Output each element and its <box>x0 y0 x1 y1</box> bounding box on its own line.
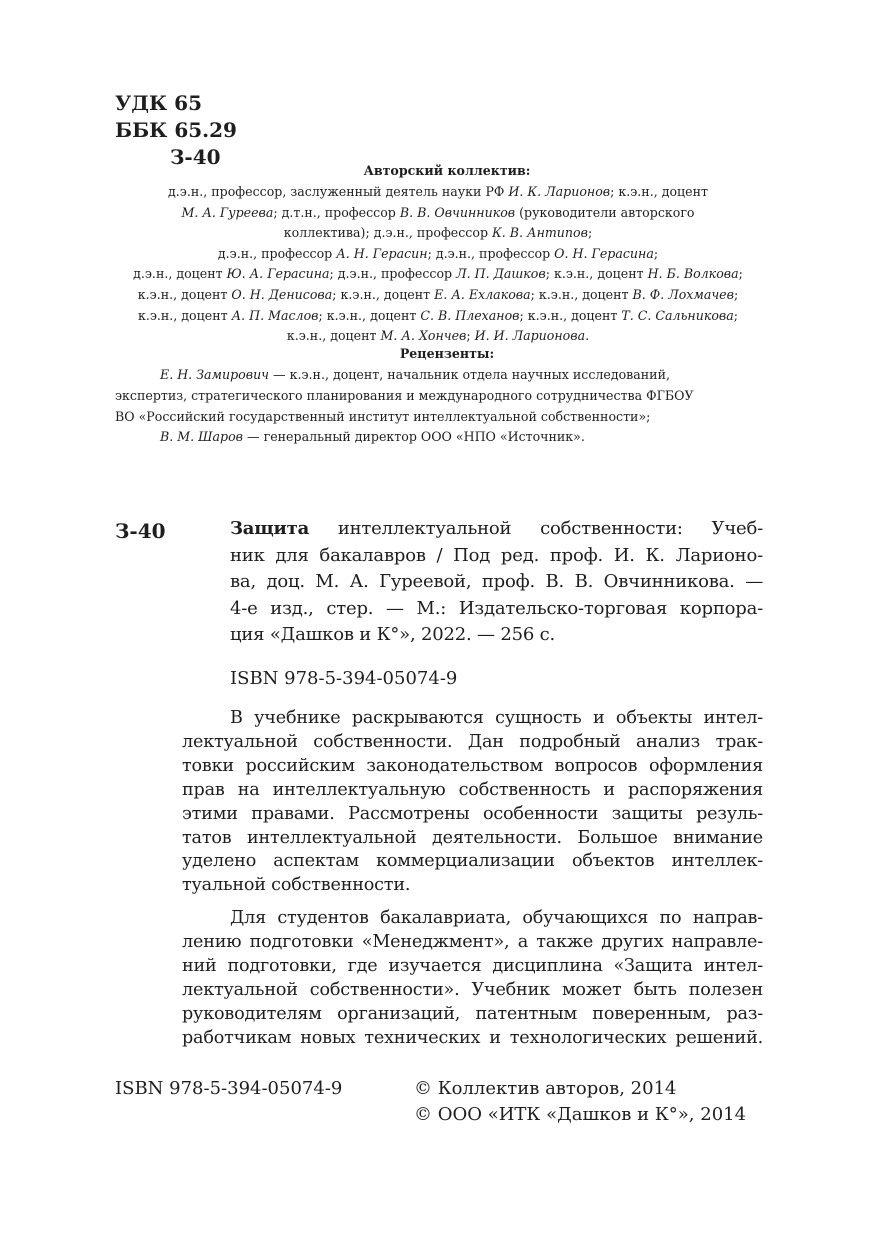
person-name: Н. Б. Волкова <box>647 266 739 282</box>
paragraph-line: уделено аспектам коммерциализации объектов интеллек- <box>182 851 763 872</box>
credit-text: ; <box>738 266 743 282</box>
credit-text: . <box>585 328 590 344</box>
person-name: Л. П. Дашков <box>456 266 546 282</box>
credit-text: ; д.э.н., профессор <box>427 245 555 261</box>
credit-text: коллектива); д.э.н., профессор <box>283 225 493 241</box>
credit-text: ; к.э.н., доцент <box>519 307 622 323</box>
person-name: Е. Н. Замирович <box>160 367 270 382</box>
paragraph-line: этими правами. Рассмотрены особенности защиты резуль- <box>182 803 763 824</box>
credit-text: ; <box>653 245 659 261</box>
credit-text: к.э.н., доцент <box>137 287 232 302</box>
paragraph-line: работчикам новых технических и технологических решений. <box>182 1027 763 1048</box>
paragraph-line: лектуальной собственности. Дан подробный анализ трак- <box>182 731 763 752</box>
paragraph-line: руководителям организаций, патентным поверенным, раз- <box>182 1003 763 1024</box>
credit-text: д.э.н., профессор, заслуженный деятель науки РФ <box>168 184 509 199</box>
paragraph-line: прав на интеллектуальную собственность и распоряжения <box>182 779 763 800</box>
credit-line <box>115 407 763 428</box>
person-name: В. Ф. Лохмачев <box>632 287 734 302</box>
credit-text: ; к.э.н., доцент <box>610 184 708 199</box>
person-name: А. Н. Герасин <box>336 245 428 261</box>
person-name: А. П. Маслов <box>231 307 319 323</box>
reviewers-heading: Рецензенты: <box>399 346 495 361</box>
credit-line <box>160 365 763 386</box>
credit-text: ; к.э.н., доцент <box>332 287 435 302</box>
person-name: В. В. Овчинников <box>399 204 516 220</box>
abstract-paragraph-2 <box>182 907 763 1050</box>
person-name: В. М. Шаров <box>160 429 244 445</box>
person-name: Ю. А. Герасина <box>226 266 330 282</box>
credit-text: (руководители авторского <box>515 204 695 220</box>
credit-text: ; <box>733 287 739 302</box>
person-name: О. Н. Денисова <box>231 287 333 302</box>
book-title-bold: Защита <box>230 518 310 539</box>
person-name: И. К. Ларионов <box>508 184 611 199</box>
credit-line <box>160 427 763 448</box>
paragraph-line: туальной собственности. <box>182 875 411 896</box>
paragraph-line: лению подготовки «Менеджмент», а также других направле- <box>182 931 763 952</box>
credit-text: ; <box>587 225 593 241</box>
person-name: Е. А. Ехлакова <box>434 287 531 302</box>
credit-text: ; к.э.н., доцент <box>318 307 421 323</box>
credit-text: ; <box>733 307 739 323</box>
credit-text: к.э.н., доцент <box>286 328 381 344</box>
annotation-isbn: ISBN 978-5-394-05074-9 <box>230 668 458 689</box>
copyright-authors: © Коллектив авторов, 2014 <box>414 1078 677 1099</box>
credit-text: экспертиз, стратегического планирования и международного сотрудничества ФГБОУ <box>115 387 694 403</box>
bbk-code: ББК 65.29 <box>115 118 237 142</box>
credit-text: ; д.э.н., профессор <box>329 266 457 282</box>
udk-code: УДК 65 <box>115 91 203 115</box>
paragraph-line: лектуальной собственности». Учебник может быть полезен <box>182 979 763 1000</box>
paragraph-line: Для студентов бакалавриата, обучающихся по направ- <box>230 908 763 928</box>
credit-text: ; <box>466 328 475 344</box>
person-name: С. В. Плеханов <box>420 307 520 323</box>
credit-line <box>60 182 816 203</box>
credit-text: ВО «Российский государственный институт интеллектуальной собственности»; <box>115 408 651 424</box>
paragraph-line: В учебнике раскрываются сущность и объекты интел- <box>230 708 763 728</box>
person-name: И. И. Ларионова <box>474 328 586 344</box>
authors-heading: Авторский коллектив: <box>363 163 531 178</box>
classification-codes <box>115 90 237 171</box>
credit-line <box>60 306 816 327</box>
bibliographic-description <box>230 516 763 649</box>
paragraph-line: товки российским законодательством вопросов оформления <box>182 755 763 776</box>
credit-text: ; к.э.н., доцент <box>530 287 633 302</box>
person-name: Т. С. Сальникова <box>621 307 734 323</box>
credit-line <box>115 386 763 407</box>
person-name: О. Н. Герасина <box>554 245 654 261</box>
credit-text: — к.э.н., доцент, начальник отдела научных исследований, <box>269 367 670 382</box>
paragraph-line: ний подготовки, где изучается дисциплина «Защита интел- <box>182 955 763 976</box>
credit-text: д.э.н., профессор <box>217 245 337 261</box>
abstract-paragraph-1 <box>182 707 763 898</box>
biblio-line: Защита интеллектуальной собственности: Учеб- <box>230 518 763 539</box>
annotation-code: З-40 <box>115 519 166 543</box>
biblio-line: ник для бакалавров / Под ред. проф. И. К. Ларионо- <box>230 544 763 566</box>
credit-line <box>60 244 816 265</box>
biblio-line: 4-е изд., стер. — М.: Издательско-торговая корпора- <box>230 597 763 619</box>
credit-line <box>60 264 816 285</box>
paragraph-line: татов интеллектуальной деятельности. Большое внимание <box>182 827 763 848</box>
biblio-line: ва, доц. М. А. Гуреевой, проф. В. В. Овчинникова. — <box>230 571 763 593</box>
credit-line <box>60 285 816 306</box>
credit-text: — генеральный директор ООО «НПО «Источник». <box>243 429 585 445</box>
author-mark: З-40 <box>170 145 221 169</box>
footer-isbn: ISBN 978-5-394-05074-9 <box>115 1078 343 1099</box>
biblio-line: ция «Дашков и К°», 2022. — 256 с. <box>230 624 556 646</box>
person-name: М. А. Гуреева <box>181 204 274 220</box>
copyright-publisher: © ООО «ИТК «Дашков и К°», 2014 <box>414 1104 747 1125</box>
person-name: М. А. Хончев <box>380 328 467 344</box>
credit-line <box>60 223 816 244</box>
credit-text: к.э.н., доцент <box>137 307 232 323</box>
credit-text: ; д.т.н., профессор <box>273 204 400 220</box>
credit-text: д.э.н., доцент <box>133 266 227 282</box>
person-name: К. В. Антипов <box>492 225 588 241</box>
credit-text: ; к.э.н., доцент <box>545 266 648 282</box>
credit-line <box>60 203 816 224</box>
